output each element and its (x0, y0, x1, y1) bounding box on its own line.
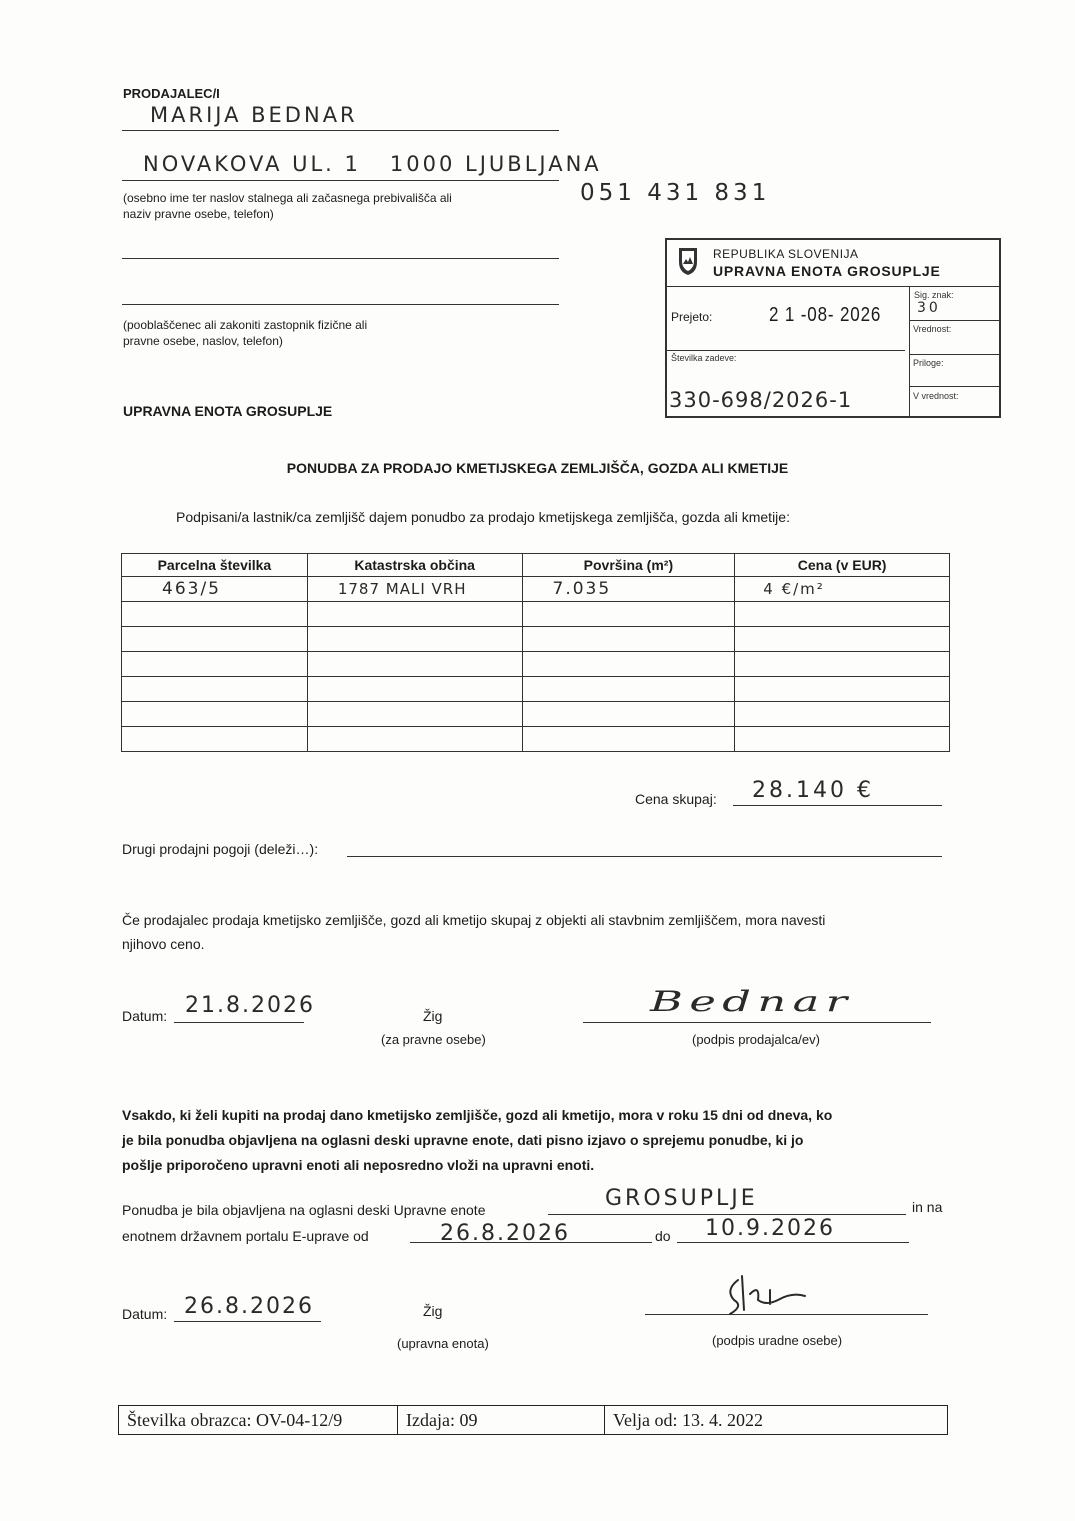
office-date-label: Datum: (122, 1306, 168, 1322)
value2-label: V vrednost: (913, 391, 959, 401)
coat-of-arms-icon (677, 246, 699, 276)
header-area: Površina (m²) (522, 554, 735, 577)
office-stamp-caption: (upravna enota) (397, 1336, 489, 1351)
received-date: 2 1 -08- 2026 (769, 304, 882, 326)
seller-name-line (122, 130, 559, 131)
seller-caption-2: naziv pravne osebe, telefon) (123, 207, 274, 221)
proxy-caption-2: pravne osebe, naslov, telefon) (123, 334, 283, 348)
table-row (122, 677, 950, 702)
case-label: Številka zadeve: (671, 353, 737, 363)
intro-text: Podpisani/a lastnik/ca zemljišč dajem ponudbo za prodajo kmetijskega zemljišča, gozda ali kmetije: (176, 509, 790, 525)
publication-to-line (677, 1242, 909, 1243)
office-name: UPRAVNA ENOTA GROSUPLJE (123, 403, 333, 419)
seller-address: NOVAKOVA UL. 1 1000 LJUBLJANA (143, 152, 602, 176)
office-stamp-label: Žig (423, 1303, 443, 1319)
objects-note-2: njihovo ceno. (122, 936, 205, 952)
sign-value: 30 (917, 300, 941, 316)
seller-stamp-label: Žig (423, 1008, 443, 1024)
publication-to-label: do (655, 1228, 671, 1244)
seller-signature: Bednar (650, 985, 854, 1018)
objects-note-1: Če prodajalec prodaja kmetijsko zemljišče, gozd ali kmetijo skupaj z objekti ali stavbnim zemljiščem, mora navesti (122, 912, 826, 928)
cell-price: 4 €/m² (735, 577, 950, 602)
cell-parcel-number: 463/5 (122, 577, 308, 602)
notice-line-3: pošlje priporočeno upravni enoti ali neposredno vloži na upravni enoti. (122, 1157, 595, 1173)
seller-signature-line (583, 1022, 931, 1023)
notice-line-2: je bila ponudba objavljena na oglasni deski upravne enote, dati pisno izjavo o sprejemu ponudbe, ki jo (122, 1132, 804, 1148)
footer-form-number: Številka obrazca: OV-04-12/9 (119, 1406, 398, 1434)
other-terms-label: Drugi prodajni pogoji (deleži…): (122, 841, 319, 857)
table-row (122, 577, 950, 602)
case-number: 330-698/2026-1 (669, 388, 853, 412)
table-row (122, 602, 950, 627)
cell-area: 7.035 (522, 577, 735, 602)
blank-line-2 (122, 304, 559, 305)
blank-line-1 (122, 258, 559, 259)
form-footer (118, 1405, 948, 1435)
parcel-table (121, 553, 950, 752)
publication-to: 10.9.2026 (705, 1216, 835, 1241)
publication-text-2: in na (912, 1199, 943, 1215)
office-signature-line (645, 1314, 928, 1315)
table-row (122, 702, 950, 727)
cell-cadastral-municipality: 1787 MALI VRH (307, 577, 522, 602)
office-signature-caption: (podpis uradne osebe) (712, 1333, 843, 1348)
seller-address-line (122, 180, 559, 181)
header-parcel-number: Parcelna številka (122, 554, 308, 577)
publication-unit-line (548, 1214, 906, 1215)
other-terms-line (347, 856, 942, 857)
seller-caption-1: (osebno ime ter naslov stalnega ali začasnega prebivališča ali (123, 191, 452, 205)
stamp-line-1: REPUBLIKA SLOVENIJA (713, 247, 859, 261)
seller-date: 21.8.2026 (185, 993, 315, 1018)
office-date-line (174, 1321, 321, 1322)
sign-label: Sig. znak: (914, 290, 954, 300)
seller-heading: PRODAJALEC/I (123, 86, 220, 101)
seller-date-line (174, 1022, 304, 1023)
notice-line-1: Vsakdo, ki želi kupiti na prodaj dano kmetijsko zemljišče, gozd ali kmetijo, mora v roku 15 dni od dneva, ko (122, 1107, 833, 1123)
total-value: 28.140 € (752, 778, 874, 803)
table-row (122, 727, 950, 752)
received-label: Prejeto: (671, 310, 713, 324)
reception-stamp (665, 238, 1001, 418)
footer-valid-from: Velja od: 13. 4. 2022 (613, 1409, 763, 1430)
table-row (122, 627, 950, 652)
publication-from: 26.8.2026 (440, 1221, 570, 1246)
office-date: 26.8.2026 (184, 1294, 314, 1319)
attachments-label: Priloge: (913, 358, 944, 368)
stamp-line-2: UPRAVNA ENOTA GROSUPLJE (713, 263, 941, 279)
header-cadastral-municipality: Katastrska občina (307, 554, 522, 577)
total-label: Cena skupaj: (635, 791, 717, 807)
footer-edition: Izdaja: 09 (398, 1406, 605, 1434)
office-signature (720, 1270, 820, 1325)
total-line (733, 805, 942, 806)
publication-text-3: enotnem državnem portalu E-uprave od (122, 1228, 369, 1244)
form-title: PONUDBA ZA PRODAJO KMETIJSKEGA ZEMLJIŠČA, GOZDA ALI KMETIJE (286, 460, 789, 476)
table-header-row (122, 554, 950, 577)
seller-phone: 051 431 831 (580, 180, 771, 206)
value-label: Vrednost: (913, 324, 952, 334)
seller-date-label: Datum: (122, 1008, 168, 1024)
publication-unit: GROSUPLJE (605, 1186, 758, 1211)
publication-from-line (410, 1242, 652, 1243)
header-price: Cena (v EUR) (735, 554, 950, 577)
table-row (122, 652, 950, 677)
proxy-caption-1: (pooblaščenec ali zakoniti zastopnik fizične ali (123, 318, 368, 332)
publication-text-1: Ponudba je bila objavljena na oglasni deski Upravne enote (122, 1202, 486, 1218)
seller-stamp-caption: (za pravne osebe) (381, 1032, 486, 1047)
seller-name: MARIJA BEDNAR (150, 103, 358, 127)
seller-signature-caption: (podpis prodajalca/ev) (692, 1032, 820, 1047)
